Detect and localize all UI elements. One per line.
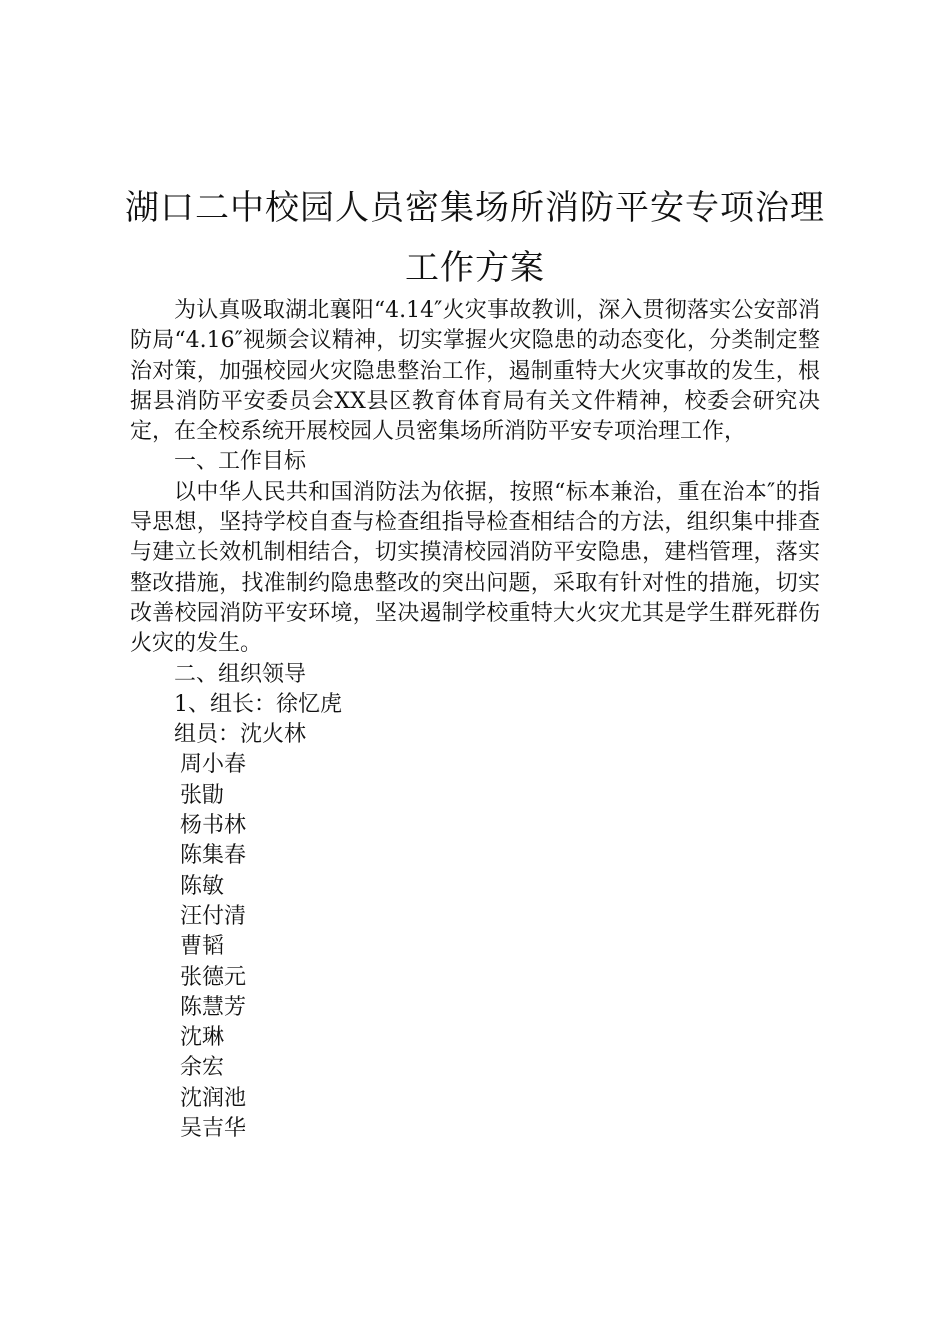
member-name: 张德元 xyxy=(180,964,247,990)
members-line: 组员：沈火林 xyxy=(174,722,307,748)
section1-paragraph: 以中华人民共和国消防法为依据，按照“标本兼治，重在治本″的指导思想，坚持学校自查与检查组指导检查相结合的方法，组织集中排查与建立长效机制相结合，切实摸清校园消防平安隐患，建档管理，落实整改措施，找准制约隐患整改的突出问题，采取有针对性的措施，切实改善校园消防平安环境，坚决遏制学校重特大火灾尤其是学生群死群伤火灾的发生。 xyxy=(130,479,820,657)
member-name: 陈敏 xyxy=(180,873,225,899)
member-name: 沈琳 xyxy=(180,1025,225,1051)
document-title-line2: 工作方案 xyxy=(405,248,545,288)
member-name: 沈润池 xyxy=(180,1085,247,1111)
member-name: 张勖 xyxy=(180,782,225,808)
section1-heading: 一、工作目标 xyxy=(174,449,307,475)
member-name: 杨书林 xyxy=(180,813,247,839)
intro-paragraph: 为认真吸取湖北襄阳“4.14″火灾事故教训，深入贯彻落实公安部消防局“4.16″视频会议精神，切实掌握火灾隐患的动态变化，分类制定整治对策，加强校园火灾隐患整治工作，遏制重特大火灾事故的发生，根据县消防平安委员会XX县区教育体育局有关文件精神，校委会研究决定，在全校系统开展校园人员密集场所消防平安专项治理工作， xyxy=(130,298,820,445)
member-name: 吴吉华 xyxy=(180,1116,247,1142)
document-title-line1: 湖口二中校园人员密集场所消防平安专项治理 xyxy=(125,188,825,228)
member-name: 余宏 xyxy=(180,1055,225,1081)
document-body xyxy=(130,296,820,1144)
member-name: 曹韬 xyxy=(180,934,225,960)
member-name: 汪付清 xyxy=(180,903,247,929)
member-name: 周小春 xyxy=(180,752,247,778)
member-name: 陈慧芳 xyxy=(180,994,247,1020)
member-name: 陈集春 xyxy=(180,843,247,869)
section2-heading: 二、组织领导 xyxy=(174,661,307,687)
leader-line: 1、组长：徐忆虎 xyxy=(174,691,342,717)
